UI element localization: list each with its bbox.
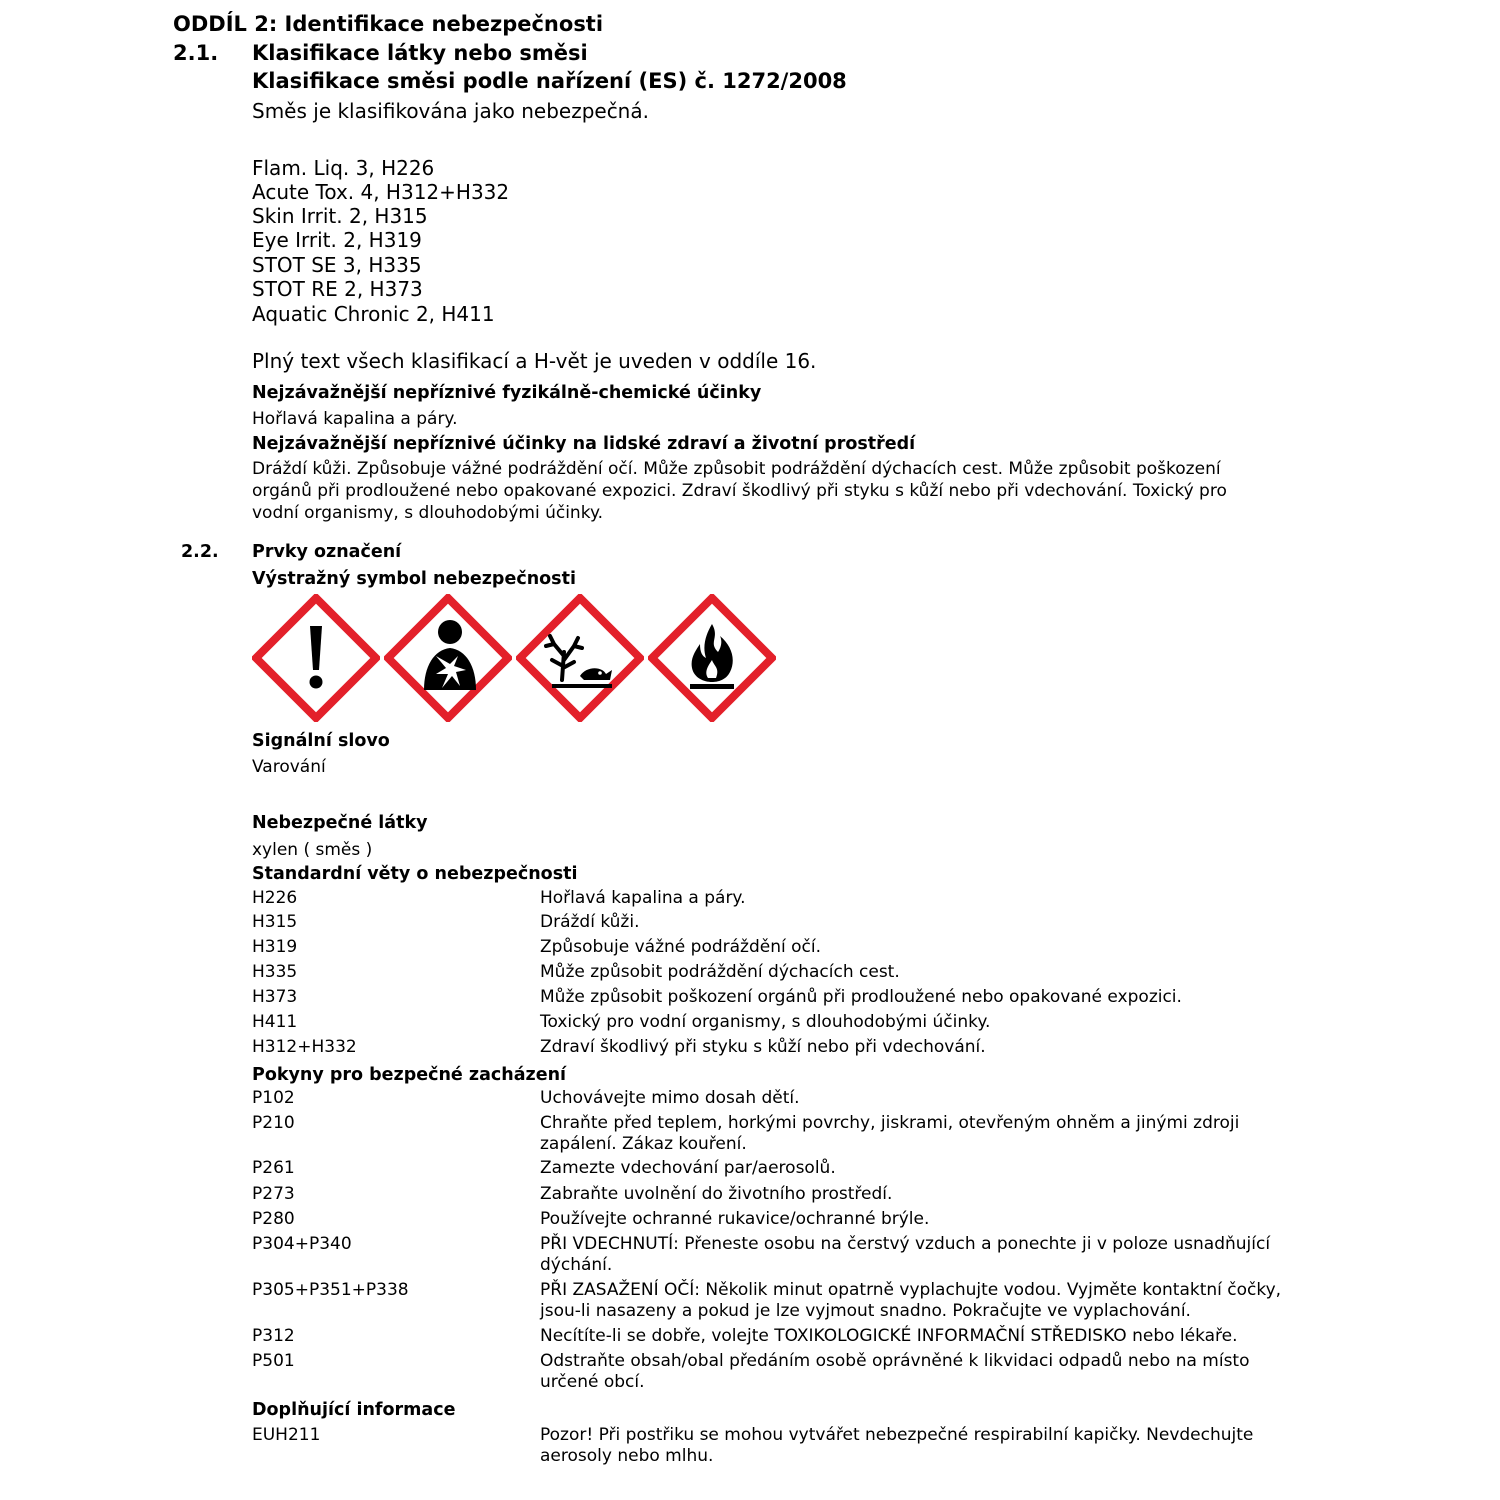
statement-code: P273 <box>252 1184 295 1204</box>
exclamation-mark-pictogram-icon <box>252 594 380 722</box>
subsection-number-2-1: 2.1. <box>173 41 219 65</box>
classification-intro: Směs je klasifikována jako nebezpečná. <box>252 99 649 123</box>
statement-code: P312 <box>252 1326 295 1346</box>
statement-text: Zamezte vdechování par/aerosolů. <box>540 1158 836 1178</box>
classification-line: STOT SE 3, H335 <box>252 253 422 277</box>
signal-word: Varování <box>252 757 326 777</box>
statement-code: EUH211 <box>252 1425 321 1445</box>
statement-code: H226 <box>252 888 298 908</box>
flame-pictogram-icon <box>648 594 776 722</box>
statement-text: PŘI ZASAŽENÍ OČÍ: Několik minut opatrně vyplachujte vodou. Vyjměte kontaktní čočky, jsou-li nasazeny a pokud je lze vyjmout snadno. Pokračujte ve vyplachování. <box>540 1280 1282 1321</box>
full-text-note: Plný text všech klasifikací a H-vět je uveden v oddíle 16. <box>252 349 817 373</box>
statement-text: Dráždí kůži. <box>540 912 640 932</box>
health-effects-heading: Nejzávažnější nepříznivé účinky na lidské zdraví a životní prostředí <box>252 434 916 454</box>
physchem-effects-text: Hořlavá kapalina a páry. <box>252 409 458 429</box>
statement-code: P501 <box>252 1351 295 1371</box>
statement-text: Pozor! Při postřiku se mohou vytvářet nebezpečné respirabilní kapičky. Nevdechujte aerosoly nebo mlhu. <box>540 1425 1254 1466</box>
statement-text: Toxický pro vodní organismy, s dlouhodobými účinky. <box>540 1012 991 1032</box>
statement-code: H319 <box>252 937 298 957</box>
statement-text: Zabraňte uvolnění do životního prostředí. <box>540 1184 893 1204</box>
classification-line: STOT RE 2, H373 <box>252 277 423 301</box>
statement-text: Hořlavá kapalina a páry. <box>540 888 746 908</box>
statement-code: P305+P351+P338 <box>252 1280 409 1300</box>
statement-code: P261 <box>252 1158 295 1178</box>
health-effects-text: Dráždí kůži. Způsobuje vážné podráždění očí. Může způsobit podráždění dýchacích cest. Může způsobit poškození <box>252 459 1221 479</box>
statement-text: PŘI VDECHNUTÍ: Přeneste osobu na čerstvý vzduch a ponechte ji v poloze usnadňující dýchání. <box>540 1234 1271 1275</box>
statement-code: P210 <box>252 1113 295 1133</box>
classification-line: Eye Irrit. 2, H319 <box>252 228 422 252</box>
statement-text: Může způsobit poškození orgánů při prodloužené nebo opakované expozici. <box>540 987 1182 1007</box>
statement-text: Uchovávejte mimo dosah dětí. <box>540 1088 800 1108</box>
statement-text: Může způsobit podráždění dýchacích cest. <box>540 962 900 982</box>
subsection-title-2-1: Klasifikace látky nebo směsi <box>252 41 588 65</box>
subsection-title-2-2: Prvky označení <box>252 542 402 562</box>
classification-regulation-heading: Klasifikace směsi podle nařízení (ES) č. 1272/2008 <box>252 69 847 93</box>
physchem-effects-heading: Nejzávažnější nepříznivé fyzikálně-chemické účinky <box>252 383 762 403</box>
statement-code: H411 <box>252 1012 298 1032</box>
classification-line: Flam. Liq. 3, H226 <box>252 156 435 180</box>
statement-text: Způsobuje vážné podráždění očí. <box>540 937 821 957</box>
statement-text: Chraňte před teplem, horkými povrchy, jiskrami, otevřeným ohněm a jinými zdroji zapálení. Zákaz kouření. <box>540 1113 1240 1154</box>
statement-code: H373 <box>252 987 298 1007</box>
statement-code: H335 <box>252 962 298 982</box>
statement-code: P304+P340 <box>252 1234 352 1254</box>
statement-text: Zdraví škodlivý při styku s kůží nebo při vdechování. <box>540 1037 986 1057</box>
pictogram-heading: Výstražný symbol nebezpečnosti <box>252 569 576 589</box>
precautionary-statements-heading: Pokyny pro bezpečné zacházení <box>252 1065 567 1085</box>
statement-code: P280 <box>252 1209 295 1229</box>
statement-text: Odstraňte obsah/obal předáním osobě oprávněné k likvidaci odpadů nebo na místo určené obcí. <box>540 1351 1250 1392</box>
signal-word-heading: Signální slovo <box>252 731 390 751</box>
subsection-number-2-2: 2.2. <box>181 542 219 562</box>
hazardous-substance: xylen ( směs ) <box>252 840 373 860</box>
classification-line: Aquatic Chronic 2, H411 <box>252 302 495 326</box>
statement-code: H312+H332 <box>252 1037 357 1057</box>
supplemental-info-heading: Doplňující informace <box>252 1400 456 1420</box>
statement-text: Používejte ochranné rukavice/ochranné brýle. <box>540 1209 930 1229</box>
classification-line: Acute Tox. 4, H312+H332 <box>252 180 510 204</box>
health-hazard-pictogram-icon <box>384 594 512 722</box>
hazard-statements-heading: Standardní věty o nebezpečnosti <box>252 864 578 884</box>
environment-pictogram-icon <box>516 594 644 722</box>
health-effects-text: vodní organismy, s dlouhodobými účinky. <box>252 503 603 523</box>
statement-code: P102 <box>252 1088 295 1108</box>
hazard-pictograms <box>252 594 778 722</box>
hazardous-substances-heading: Nebezpečné látky <box>252 813 428 833</box>
section-title: ODDÍL 2: Identifikace nebezpečnosti <box>173 12 604 36</box>
health-effects-text: orgánů při prodloužené nebo opakované expozici. Zdraví škodlivý při styku s kůží nebo při vdechování. Toxický pro <box>252 481 1227 501</box>
statement-text: Necítíte-li se dobře, volejte TOXIKOLOGICKÉ INFORMAČNÍ STŘEDISKO nebo lékaře. <box>540 1326 1238 1346</box>
classification-line: Skin Irrit. 2, H315 <box>252 204 428 228</box>
statement-code: H315 <box>252 912 298 932</box>
